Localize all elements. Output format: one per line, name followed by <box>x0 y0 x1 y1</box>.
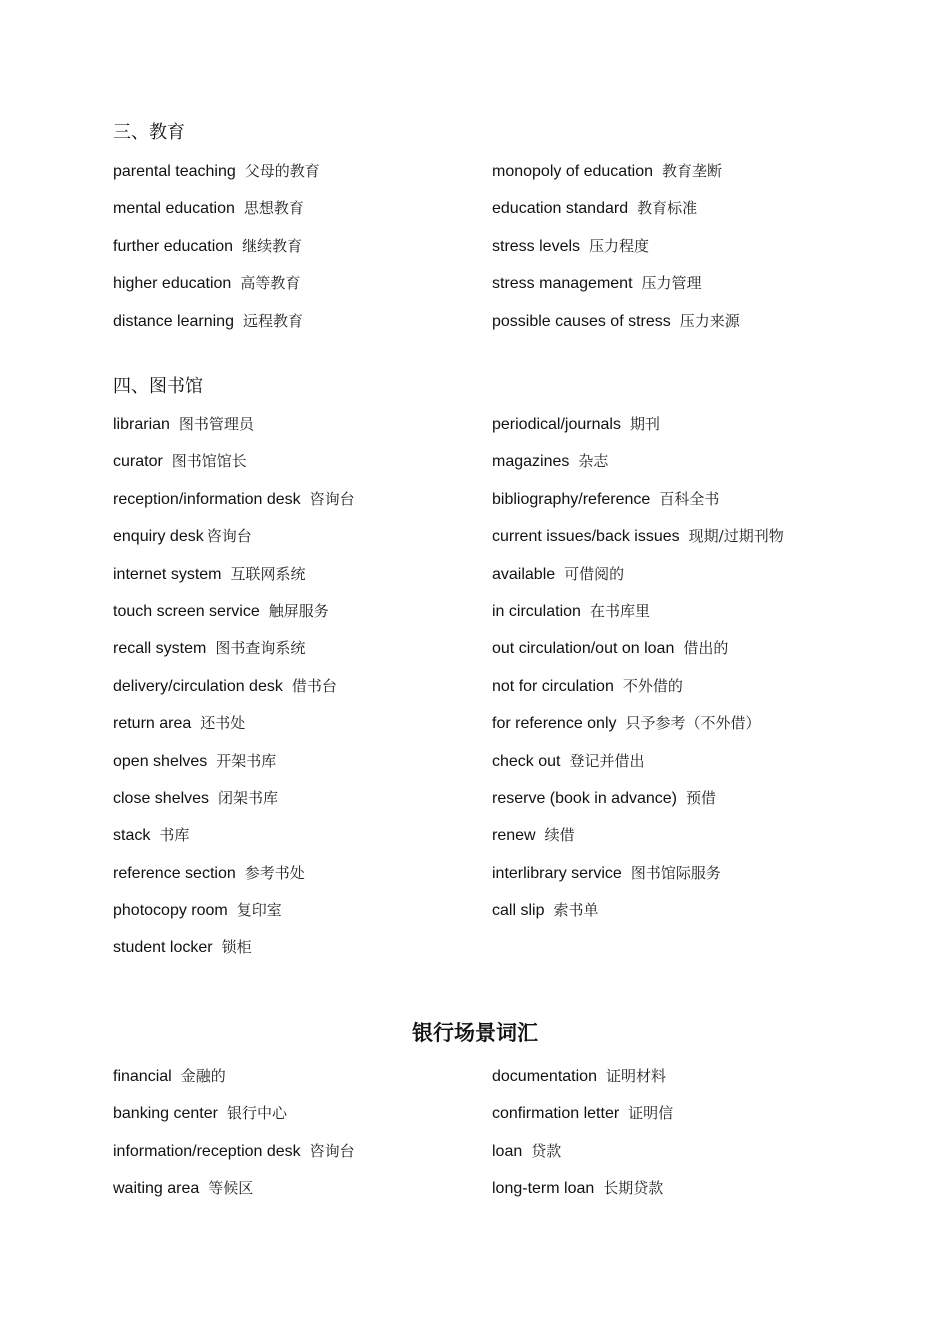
vocab-entry <box>492 1176 663 1201</box>
english-term: confirmation letter <box>492 1105 620 1123</box>
vocab-row <box>113 449 873 486</box>
vocab-entry <box>492 599 650 624</box>
vocab-row <box>113 196 873 233</box>
vocab-row <box>113 562 873 599</box>
english-term: education standard <box>492 200 629 218</box>
vocab-row <box>113 234 873 271</box>
english-term: information/reception desk <box>113 1142 301 1160</box>
vocab-entry <box>492 562 624 587</box>
chinese-term: 还书处 <box>200 714 246 733</box>
vocab-row <box>113 898 873 935</box>
english-term: call slip <box>492 902 545 920</box>
vocab-entry <box>492 674 683 699</box>
vocab-entry <box>113 1176 253 1201</box>
chinese-term: 证明材料 <box>605 1067 666 1085</box>
english-term: photocopy room <box>113 902 228 920</box>
chinese-term: 锁柜 <box>221 938 252 957</box>
chinese-term: 图书馆际服务 <box>630 863 721 882</box>
chinese-term: 可借阅的 <box>564 564 625 583</box>
english-term: not for circulation <box>492 677 614 695</box>
english-term: reception/information desk <box>113 490 301 508</box>
chinese-term: 只予参考（不外借） <box>625 714 761 733</box>
chinese-term: 压力程度 <box>589 236 650 255</box>
vocab-entry <box>113 562 306 587</box>
vocab-entry <box>492 898 598 923</box>
chinese-term: 图书管理员 <box>178 415 254 433</box>
english-term: long-term loan <box>492 1180 595 1198</box>
chinese-term: 压力来源 <box>679 311 740 330</box>
vocab-row <box>113 1101 873 1138</box>
english-term: in circulation <box>492 602 581 620</box>
vocab-entry <box>492 234 649 259</box>
vocab-entry <box>113 196 304 221</box>
vocab-row <box>113 309 873 346</box>
english-term: open shelves <box>113 752 208 770</box>
vocab-entry <box>113 412 254 437</box>
chinese-term: 父母的教育 <box>244 162 320 180</box>
english-term: bibliography/reference <box>492 490 651 508</box>
vocab-entry <box>492 524 784 549</box>
section-heading-education: 三、教育 <box>113 122 185 143</box>
english-term: parental teaching <box>113 163 236 180</box>
english-term: higher education <box>113 275 232 293</box>
vocab-row <box>113 159 873 196</box>
vocab-entry <box>492 196 697 221</box>
vocab-row <box>113 861 873 898</box>
vocab-entry <box>113 309 303 334</box>
chinese-term: 参考书处 <box>244 863 305 882</box>
vocab-entry <box>492 711 761 736</box>
vocab-entry <box>492 412 660 437</box>
vocab-row <box>113 786 873 823</box>
english-term: reference section <box>113 864 236 882</box>
english-term: waiting area <box>113 1180 200 1198</box>
vocab-entry <box>113 159 320 184</box>
vocab-entry <box>492 271 702 296</box>
vocab-entry <box>113 674 337 699</box>
english-term: stress management <box>492 275 633 293</box>
english-term: out circulation/out on loan <box>492 640 675 658</box>
english-term: available <box>492 565 556 583</box>
vocab-entry <box>113 1101 287 1126</box>
vocab-row <box>113 935 873 972</box>
english-term: possible causes of stress <box>492 312 671 330</box>
vocab-entry <box>113 234 302 259</box>
chinese-term: 预借 <box>685 788 716 807</box>
vocab-row <box>113 674 873 711</box>
english-term: enquiry desk <box>113 528 204 546</box>
vocab-entry <box>113 786 278 811</box>
chinese-term: 金融的 <box>180 1067 226 1085</box>
vocab-entry <box>492 1101 673 1126</box>
chinese-term: 长期贷款 <box>603 1179 664 1198</box>
vocab-row <box>113 1064 873 1101</box>
chinese-term: 教育垄断 <box>662 162 723 180</box>
vocab-row <box>113 711 873 748</box>
vocab-entry <box>492 1139 561 1164</box>
chinese-term: 图书馆馆长 <box>171 452 247 471</box>
vocab-entry <box>492 636 728 661</box>
english-term: current issues/back issues <box>492 528 680 546</box>
english-term: stack <box>113 827 151 845</box>
english-term: documentation <box>492 1068 597 1085</box>
vocab-entry <box>492 823 575 848</box>
vocab-row <box>113 599 873 636</box>
vocab-row <box>113 1139 873 1176</box>
chinese-term: 复印室 <box>236 901 282 920</box>
english-term: close shelves <box>113 789 210 807</box>
english-term: recall system <box>113 640 207 658</box>
english-term: magazines <box>492 453 570 471</box>
english-term: periodical/journals <box>492 416 621 433</box>
english-term: financial <box>113 1068 172 1085</box>
chinese-term: 闭架书库 <box>218 788 279 807</box>
chinese-term: 借书台 <box>291 676 337 695</box>
english-term: curator <box>113 453 163 471</box>
vocab-entry <box>113 1064 226 1089</box>
chinese-term: 杂志 <box>578 452 609 471</box>
vocab-entry <box>113 636 305 661</box>
english-term: internet system <box>113 565 222 583</box>
vocab-row <box>113 412 873 449</box>
chinese-term: 借出的 <box>683 639 729 658</box>
english-term: banking center <box>113 1105 218 1123</box>
chinese-term: 高等教育 <box>240 274 301 293</box>
vocab-entry <box>492 487 719 512</box>
chinese-term: 互联网系统 <box>230 564 306 583</box>
chinese-term: 等候区 <box>208 1179 254 1198</box>
vocab-entry <box>113 823 189 848</box>
vocab-grid-library <box>113 412 873 973</box>
english-term: delivery/circulation desk <box>113 677 283 695</box>
english-term: librarian <box>113 416 170 433</box>
chinese-term: 图书查询系统 <box>215 639 306 658</box>
english-term: distance learning <box>113 312 234 330</box>
english-term: for reference only <box>492 715 617 733</box>
chinese-term: 教育标准 <box>637 199 698 218</box>
vocab-entry <box>113 711 245 736</box>
english-term: loan <box>492 1142 523 1160</box>
chinese-term: 贷款 <box>531 1141 562 1160</box>
chinese-term: 咨询台 <box>206 527 252 546</box>
vocab-row <box>113 271 873 308</box>
vocab-entry <box>492 309 740 334</box>
chinese-term: 书库 <box>159 826 190 845</box>
chinese-term: 开架书库 <box>216 751 277 770</box>
chinese-term: 证明信 <box>628 1104 674 1123</box>
english-term: further education <box>113 237 234 255</box>
chinese-term: 咨询台 <box>309 489 355 508</box>
vocab-entry <box>492 449 608 474</box>
vocab-entry <box>113 599 329 624</box>
english-term: interlibrary service <box>492 864 622 882</box>
vocab-entry <box>113 449 247 474</box>
vocab-row <box>113 823 873 860</box>
vocab-entry <box>113 898 282 923</box>
chinese-term: 继续教育 <box>242 236 303 255</box>
vocab-entry <box>492 749 645 774</box>
vocab-entry <box>113 487 355 512</box>
section-heading-library: 四、图书馆 <box>113 376 203 397</box>
vocab-entry <box>492 861 721 886</box>
vocab-entry <box>113 524 252 549</box>
vocab-entry <box>113 271 300 296</box>
vocab-entry <box>492 159 722 184</box>
english-term: stress levels <box>492 237 581 255</box>
chinese-term: 远程教育 <box>242 311 303 330</box>
chinese-term: 咨询台 <box>309 1141 355 1160</box>
english-term: touch screen service <box>113 602 260 620</box>
vocab-entry <box>113 861 305 886</box>
vocab-entry <box>492 786 716 811</box>
english-term: check out <box>492 752 561 770</box>
vocab-row <box>113 487 873 524</box>
english-term: monopoly of education <box>492 163 653 180</box>
chinese-term: 在书库里 <box>589 601 650 620</box>
vocab-grid-education <box>113 159 873 346</box>
vocab-grid-banking <box>113 1064 873 1214</box>
chinese-term: 触屏服务 <box>268 601 329 620</box>
vocab-row <box>113 1176 873 1213</box>
english-term: mental education <box>113 200 235 218</box>
vocab-entry <box>113 1139 355 1164</box>
english-term: renew <box>492 827 536 845</box>
section-heading-banking: 银行场景词汇 <box>412 1021 538 1045</box>
english-term: student locker <box>113 939 213 957</box>
chinese-term: 不外借的 <box>622 676 683 695</box>
english-term: return area <box>113 715 192 733</box>
chinese-term: 思想教育 <box>243 199 304 218</box>
vocab-row <box>113 524 873 561</box>
vocab-entry <box>113 935 252 960</box>
english-term: reserve (book in advance) <box>492 789 677 807</box>
chinese-term: 银行中心 <box>226 1104 287 1123</box>
chinese-term: 登记并借出 <box>569 751 645 770</box>
chinese-term: 现期/过期刊物 <box>688 527 784 546</box>
chinese-term: 压力管理 <box>641 274 702 293</box>
chinese-term: 索书单 <box>553 901 599 920</box>
chinese-term: 续借 <box>544 826 575 845</box>
chinese-term: 百科全书 <box>659 489 720 508</box>
vocab-row <box>113 749 873 786</box>
vocab-entry <box>492 1064 666 1089</box>
vocab-entry <box>113 749 276 774</box>
vocab-row <box>113 636 873 673</box>
chinese-term: 期刊 <box>629 415 660 433</box>
